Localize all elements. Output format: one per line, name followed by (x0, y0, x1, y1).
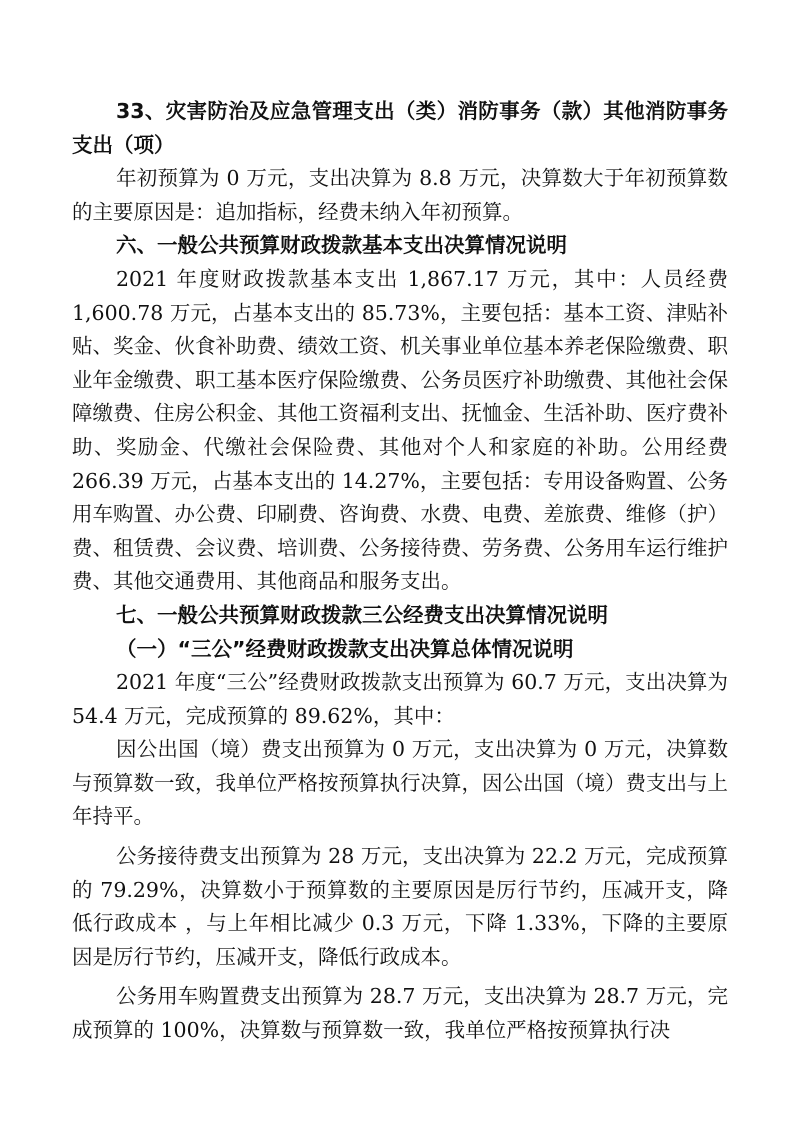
paragraph-vehicle-purchase: 公务用车购置费支出预算为 28.7 万元，支出决算为 28.7 万元，完成预算的 100%，决算数与预算数一致，我单位严格按预算执行决 (72, 984, 728, 1043)
document-page (72, 95, 728, 1048)
paragraph-three-public-total: 2021 年度“三公”经费财政拨款支出预算为 60.7 万元，支出决算为 54.4 万元，完成预算的 89.62%，其中： (72, 670, 728, 728)
paragraph-basic-expenditure: 2021 年度财政拨款基本支出 1,867.17 万元，其中：人员经费 1,600.78 万元，占基本支出的 85.73%，主要包括：基本工资、津贴补贴、奖金、伙食补助费、绩效工资、机关事业单位基本养老保险缴费、职业年金缴费、职工基本医疗保险缴费、公务员医疗补助缴费、其他社会保障缴费、住房公积金、其他工资福利支出、抚恤金、生活补助、医疗费补助、奖励金、代缴社会保险费、其他对个人和家庭的补助。公用经费 266.39 万元，占基本支出的 14.27%，主要包括：专用设备购置、公务用车购置、办公费、印刷费、咨询费、水费、电费、差旅费、维修（护）费、租赁费、会议费、培训费、公务接待费、劳务费、公务用车运行维护费、其他交通费用、其他商品和服务支出。 (72, 266, 728, 594)
subsection-heading-1: （一）“三公”经费财政拨款支出决算总体情况说明 (116, 636, 574, 661)
section-heading-6: 六、一般公共预算财政拨款基本支出决算情况说明 (116, 233, 567, 258)
paragraph-33-budget: 年初预算为 0 万元，支出决算为 8.8 万元，决算数大于年初预算数的主要原因是：追加指标，经费未纳入年初预算。 (72, 166, 728, 224)
section-heading-33: 33、灾害防治及应急管理支出（类）消防事务（款）其他消防事务支出（项） (72, 99, 728, 157)
section-heading-7: 七、一般公共预算财政拨款三公经费支出决算情况说明 (116, 602, 608, 627)
paragraph-overseas-travel: 因公出国（境）费支出预算为 0 万元，支出决算为 0 万元，决算数与预算数一致，我单位严格按预算执行决算，因公出国（境）费支出与上年持平。 (72, 737, 728, 829)
paragraph-reception: 公务接待费支出预算为 28 万元，支出决算为 22.2 万元，完成预算的 79.29%，决算数小于预算数的主要原因是厉行节约，压减开支，降低行政成本 ，与上年相比减少 0.3 万元，下降 1.33%，下降的主要原因是厉行节约，压减开支，降低行政成本。 (72, 844, 728, 969)
